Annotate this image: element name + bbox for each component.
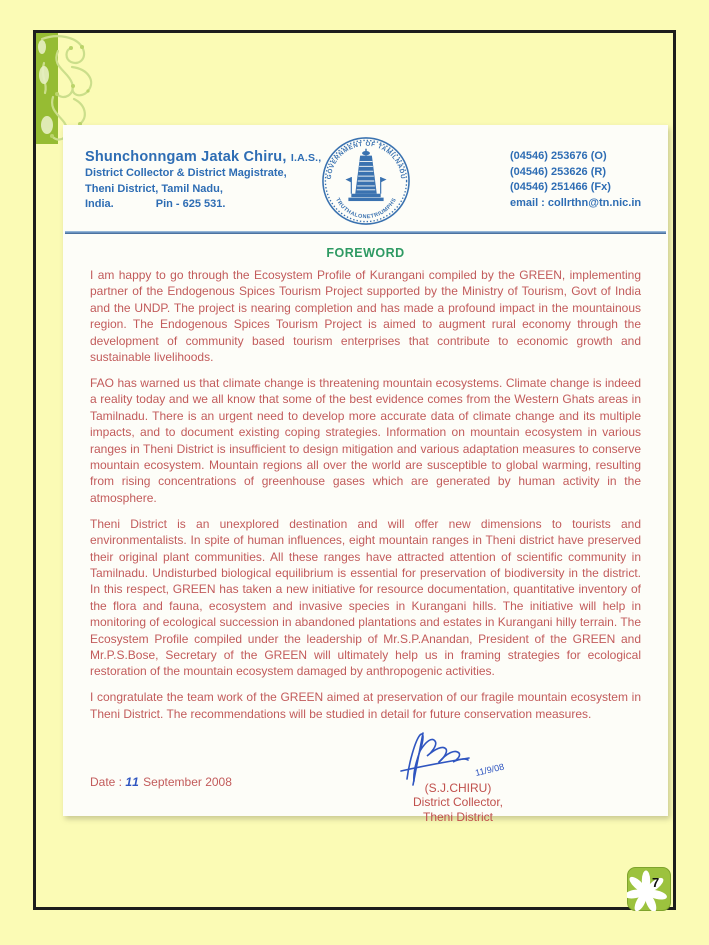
paragraph-3: Theni District is an unexplored destination and will offer new dimensions to tourists and environmentalists. In spite of human influences, eight mountain ranges in Theni district have preserved their original plant communities. All these ranges have attracted attention of scientific community in Tamilnadu. Undisturbed biological equilibrium is essential for preservation of biodiversity in the district. In this respect, GREEN has taken a new initiative for resource documentation, quantitative inventory of the flora and fauna, ecosystem and invasive species in Kurangani hills. The initiative will help in monitoring of ecological succession in abandoned plantations and estates in Kurangani hilly terrain. The Ecosystem Profile compiled under the leadership of Mr.S.P.Anandan, President of the GREEN and Mr.P.S.Bose, Secretary of the GREEN will ultimately help us in framing strategies for ecological restoration of the mountain ecosystem damaged by anthropogenic activities. [90,516,641,679]
signature-block [358,729,558,824]
paragraph-4: I congratulate the team work of the GREEN aimed at preservation of our fragile mountain ecosystem in Theni District. The recommendations will be studied in detail for future conservation measures. [90,690,641,721]
letterhead-contact [510,149,641,211]
signatory-name: (S.J.CHIRU) [424,781,492,795]
phone-residence: (04546) 253626 (R) [510,165,607,178]
handwritten-day: 11 [125,775,140,789]
collector-name-suffix: I.A.S., [290,152,322,164]
paragraph-2: FAO has warned us that climate change is threatening mountain ecosystems. Climate change is indeed a reality today and we all know that some of the best evidence comes from the Western Ghats areas in Tamilnadu. There is an urgent need to develop more accurate data of climate change and its multiple impacts, and to document existing coping strategies. Information on mountain ecosystem in various ranges in Theni District is insufficient to design mitigation and various adaptation measures to conserve mountain ecosystem. Mountain regions all over the world are susceptible to global warming, resulting from rising concentrations of greenhouse gases which are generated by human activity in the atmosphere. [90,375,641,505]
letterhead-identity [85,149,321,212]
email-address: email : collrthn@tn.nic.in [510,196,642,209]
collector-pincode: Pin - 625 531. [155,198,226,210]
letterhead-divider-rule [65,231,666,234]
seal-bottom-text: TRUTHALONETRIUMPHS [334,197,398,221]
letter-body [90,267,641,732]
date-label: Date : [90,775,123,789]
collector-district: Theni District, Tamil Nadu, [85,182,223,195]
date-line [90,775,232,789]
document-title: FOREWORD [326,246,405,260]
collector-country: India. [85,198,114,210]
signature-date-note: 11/9/08 [474,761,506,778]
collector-title: District Collector & District Magistrate, [85,167,287,179]
paragraph-1: I am happy to go through the Ecosystem Profile of Kurangani compiled by the GREEN, implementing partner of the Endogenous Spices Tourism Project supported by the Ministry of Tourism, Govt of India and the UNDP. The project is nearing completion and has made a profound impact in the mountainous region. The Endogenous Spices Tourism Project is aimed to augment rural economy through the development of community based tourism enterprises that contribute to economic growth and sustainable livelihoods. [90,268,641,365]
signatory-district: Theni District [422,809,493,824]
date-month-year: September 2008 [143,775,232,789]
fax-number: (04546) 251466 (Fx) [510,181,611,193]
seal-top-text: GOVERNMENT OF TAMILNADU [325,140,407,180]
signatory-designation: District Collector, [412,795,504,809]
handwritten-signature [393,729,523,787]
phone-office: (04546) 253676 (O) [510,150,607,162]
page-number-tile [627,867,671,911]
letter-page [63,125,668,824]
tamilnadu-government-seal [321,136,411,226]
collector-name: Shunchonngam Jatak Chiru, [85,149,287,165]
gopuram-emblem [345,149,386,201]
page-number: 7 [652,875,660,890]
